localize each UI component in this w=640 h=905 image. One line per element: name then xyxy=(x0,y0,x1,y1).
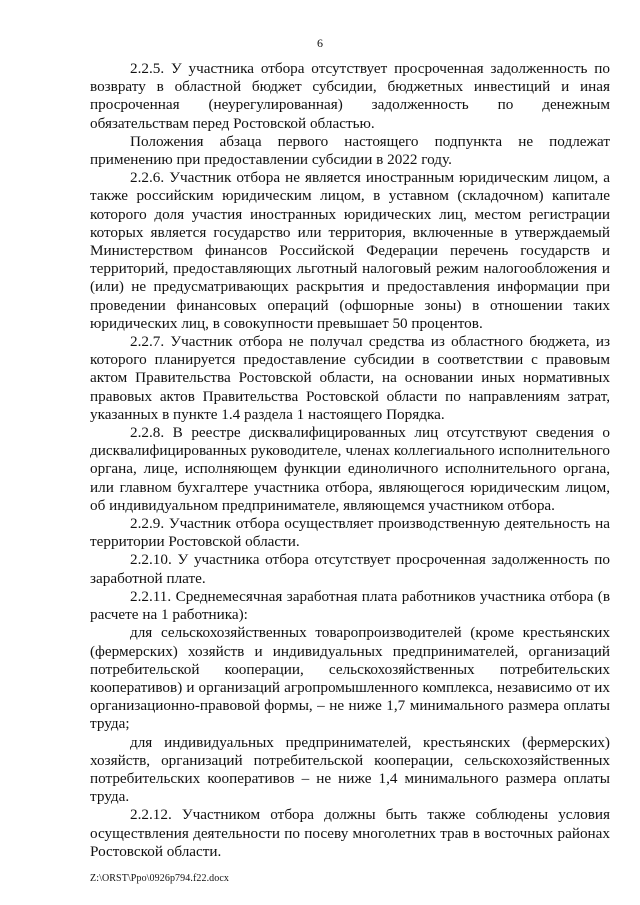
paragraph-2-2-7: 2.2.7. Участник отбора не получал средства из областного бюджета, из которого планируется предоставление субсидии в соответствии с правовым актом Правительства Ростовской области, на основании иных нормативных правовых актов Правительства Ростовской области по направлениям затрат, указанных в пункте 1.4 раздела 1 настоящего Порядка. xyxy=(90,333,610,423)
paragraph-2-2-11: 2.2.11. Среднемесячная заработная плата работников участника отбора (в расчете на 1 работника): xyxy=(90,587,610,624)
paragraph-2-2-9: 2.2.9. Участник отбора осуществляет производственную деятельность на территории Ростовской области. xyxy=(90,515,610,551)
page-number: 6 xyxy=(317,36,323,50)
footer-file-path: Z:\ORST\Ppo\0926p794.f22.docx xyxy=(90,873,230,884)
paragraph-2-2-5-note: Положения абзаца первого настоящего подпункта не подлежат применению при предоставлении субсидии в 2022 году. xyxy=(90,132,610,169)
paragraph-2-2-5: 2.2.5. У участника отбора отсутствует просроченная задолженность по возврату в областной бюджет субсидии, бюджетных инвестиций и иная просроченная (неурегулированная) задолженность по денежным обязательствам перед Ростовской областью. xyxy=(90,60,610,132)
paragraph-2-2-8: 2.2.8. В реестре дисквалифицированных лиц отсутствуют сведения о дисквалифицированных руководителе, членах коллегиального исполнительного органа, лице, исполняющем функции единоличного исполнительного органа, или главном бухгалтере участника отбора, являющегося юридическим лицом, об индивидуальном предпринимателе, являющемся участником отбора. xyxy=(90,424,610,514)
paragraph-2-2-10: 2.2.10. У участника отбора отсутствует просроченная задолженность по заработной плате. xyxy=(90,551,610,587)
paragraph-2-2-11-item-2: для индивидуальных предпринимателей, крестьянских (фермерских) хозяйств, организаций потребительской кооперации, сельскохозяйственных потребительских кооперативов – не ниже 1,4 минимального размера оплаты труда. xyxy=(90,733,610,806)
paragraph-2-2-6: 2.2.6. Участник отбора не является иностранным юридическим лицом, а также российским юридическим лицом, в уставном (складочном) капитале которого доля участия иностранных юридических лиц, местом регистрации которых является государство или территория, включенные в утверждаемый Министерством финансов Российской Федерации перечень государств и территорий, предоставляющих льготный налоговый режим налогообложения и (или) не предусматривающих раскрытия и предоставления информации при проведении финансовых операций (офшорные зоны) в отношении таких юридических лиц, в совокупности превышает 50 процентов. xyxy=(90,169,610,332)
paragraph-2-2-12: 2.2.12. Участником отбора должны быть также соблюдены условия осуществления деятельности по посеву многолетних трав в восточных районах Ростовской области. xyxy=(90,806,610,860)
document-body xyxy=(90,60,610,861)
paragraph-2-2-11-item-1: для сельскохозяйственных товаропроизводителей (кроме крестьянских (фермерских) хозяйств и индивидуальных предпринимателей, организаций потребительской кооперации, сельскохозяйственных потребительских кооперативов) и организаций агропромышленного комплекса, независимо от их организационно-правовой формы, – не ниже 1,7 минимального размера оплаты труда; xyxy=(90,624,610,733)
